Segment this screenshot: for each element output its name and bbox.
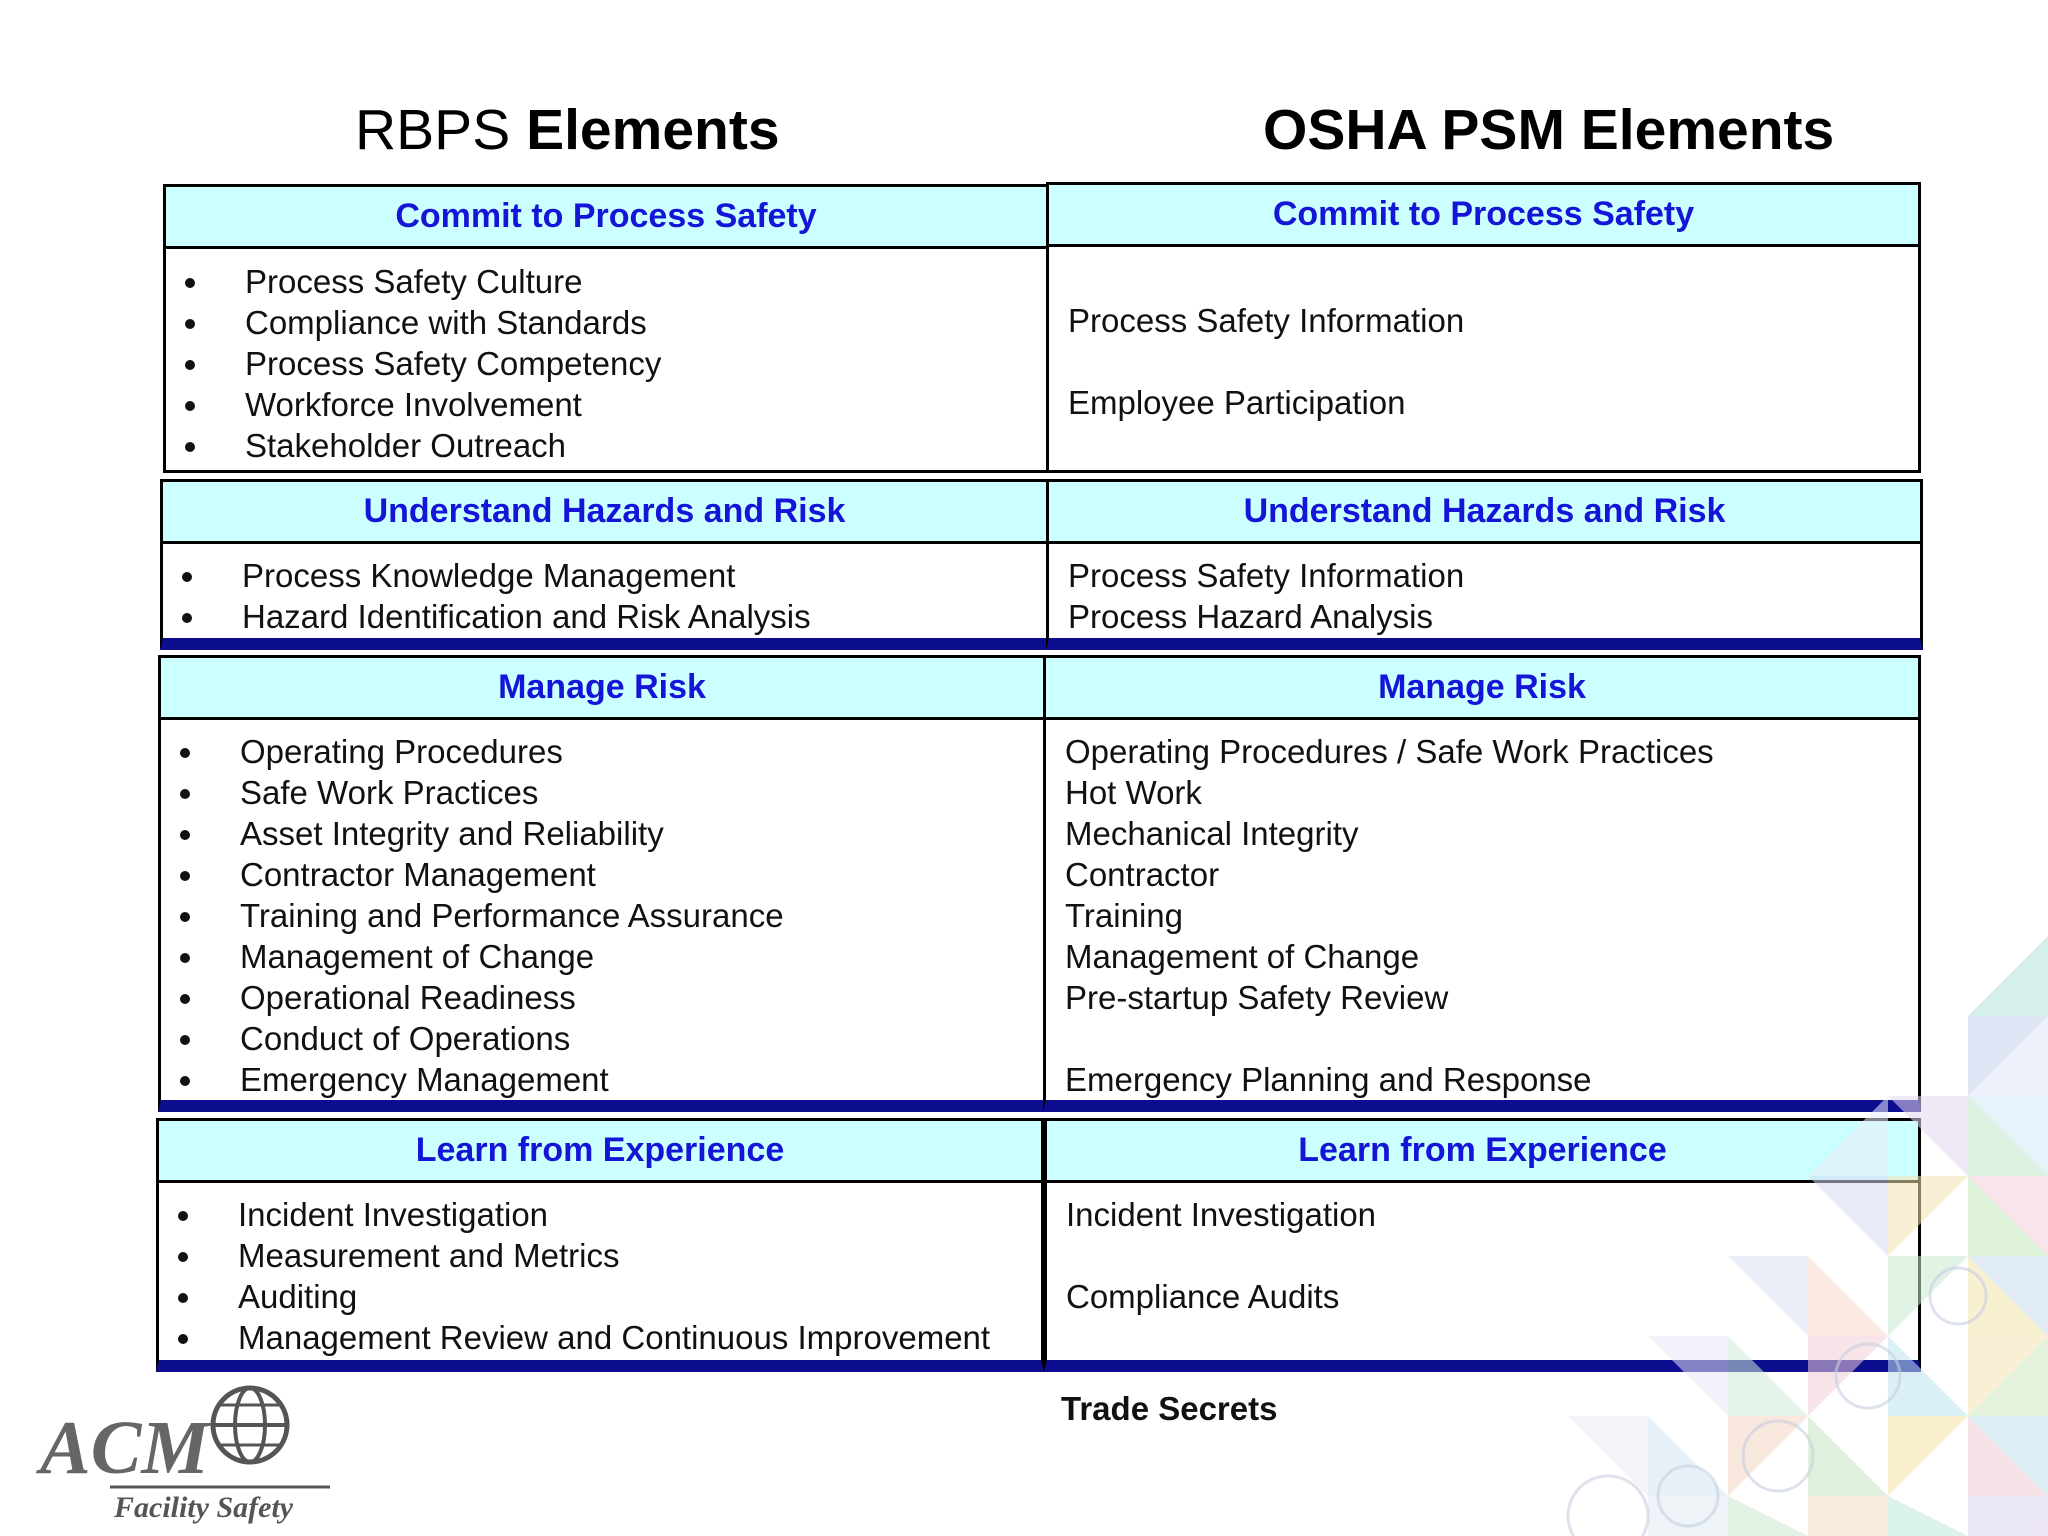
bullet-icon [178,1252,188,1262]
bullet-icon [180,1035,190,1045]
bullet-icon [178,1211,188,1221]
osha-line: Training [1065,897,1183,934]
rbps-column-title [355,92,780,168]
rbps-title-prefix: RBPS [355,98,511,162]
list-item: Management Review and Continuous Improvement [159,1317,1041,1358]
list-item: Process Safety Competency [166,343,1046,384]
osha-hazards-section [1046,479,1923,650]
bullet-icon [185,401,195,411]
bullet-icon [185,319,195,329]
osha-line: Hot Work [1065,774,1202,811]
bullet-icon [180,748,190,758]
list-item: Operational Readiness [161,977,1043,1018]
bullet-icon [180,953,190,963]
list-item: Conduct of Operations [161,1018,1043,1059]
bullet-icon [182,613,192,623]
list-item: Measurement and Metrics [159,1235,1041,1276]
list-item: Training and Performance Assurance [161,895,1043,936]
list-item: Hazard Identification and Risk Analysis [163,596,1046,637]
rbps-commit-section [163,184,1049,473]
osha-line [1049,259,1918,300]
bullet-icon [180,830,190,840]
osha-line: Operating Procedures / Safe Work Practices [1065,733,1714,770]
list-item: Safe Work Practices [161,772,1043,813]
bullet-icon [185,442,195,452]
list-item: Process Safety Culture [166,261,1046,302]
rbps-title-bold: Elements [526,98,780,162]
rbps-learn-list [159,1194,1041,1358]
list-item: Management of Change [161,936,1043,977]
rbps-manage-risk-section [158,655,1046,1112]
osha-line: Management of Change [1065,938,1420,975]
bullet-icon [180,789,190,799]
osha-line: Process Safety Information [1068,557,1465,594]
section-heading: Manage Risk [161,658,1043,720]
bullet-icon [180,912,190,922]
acm-logo [18,1375,338,1525]
list-item: Emergency Management [161,1059,1043,1100]
bullet-icon [185,360,195,370]
section-heading: Learn from Experience [1047,1121,1918,1183]
rbps-manage-risk-list [161,731,1043,1100]
osha-line: Emergency Planning and Response [1065,1061,1592,1098]
bullet-icon [185,278,195,288]
section-heading: Commit to Process Safety [1049,185,1918,247]
osha-line: Incident Investigation [1066,1196,1377,1233]
osha-column-title: OSHA PSM Elements [1263,98,1835,162]
bullet-icon [180,994,190,1004]
list-item: Asset Integrity and Reliability [161,813,1043,854]
bullet-icon [180,871,190,881]
decorative-pattern [1488,936,2048,1536]
rbps-commit-list [166,261,1046,466]
osha-line: Pre-startup Safety Review [1065,979,1449,1016]
osha-line: Process Safety Information [1068,302,1465,339]
svg-text:ACM: ACM [40,1406,209,1490]
list-item: Auditing [159,1276,1041,1317]
rbps-hazards-list [163,555,1046,637]
list-item: Stakeholder Outreach [166,425,1046,466]
osha-commit-section [1046,182,1921,473]
list-item: Incident Investigation [159,1194,1041,1235]
section-heading: Understand Hazards and Risk [163,482,1046,544]
list-item: Process Knowledge Management [163,555,1046,596]
list-item: Compliance with Standards [166,302,1046,343]
osha-line: Mechanical Integrity [1065,815,1359,852]
globe-icon [213,1388,287,1462]
bullet-icon [180,1076,190,1086]
list-item: Contractor Management [161,854,1043,895]
osha-line: Compliance Audits [1066,1278,1340,1315]
list-item: Workforce Involvement [166,384,1046,425]
svg-text:Facility Safety: Facility Safety [114,1491,294,1524]
osha-line: Process Hazard Analysis [1068,598,1433,635]
bullet-icon [182,572,192,582]
section-heading: Understand Hazards and Risk [1049,482,1920,544]
bullet-icon [178,1334,188,1344]
section-heading: Learn from Experience [159,1121,1041,1183]
osha-line: Employee Participation [1068,384,1406,421]
section-heading: Manage Risk [1046,658,1918,720]
list-item: Operating Procedures [161,731,1043,772]
osha-line [1049,341,1918,382]
rbps-learn-section [156,1118,1044,1372]
osha-line: Contractor [1065,856,1220,893]
bullet-icon [178,1293,188,1303]
section-heading: Commit to Process Safety [166,187,1046,249]
trade-secrets-label: Trade Secrets [1061,1390,1278,1427]
rbps-hazards-section [160,479,1049,650]
